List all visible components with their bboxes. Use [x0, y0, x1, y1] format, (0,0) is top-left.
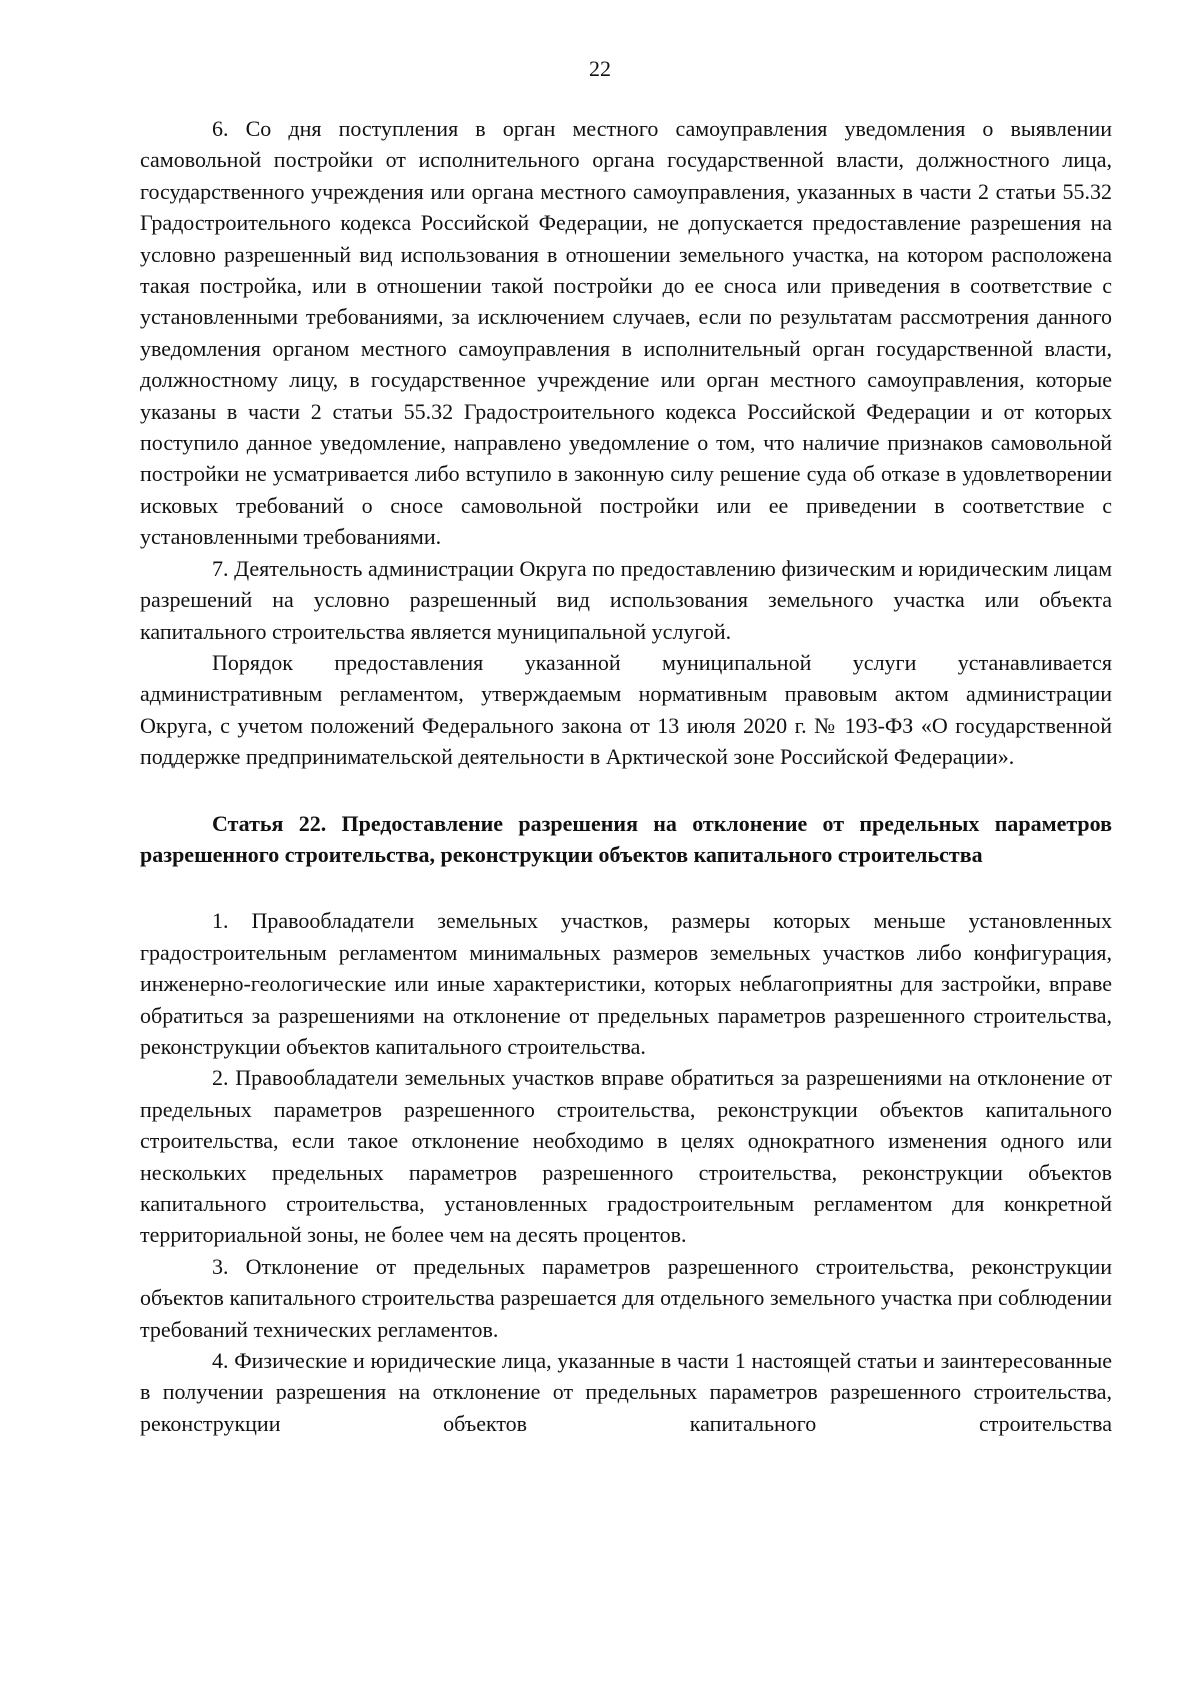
- page-number: 22: [589, 56, 611, 81]
- paragraph-article-2: 2. Правообладатели земельных участков вправе обратиться за разрешениями на отклонение от предельных параметров разрешенного строительства, реконструкции объектов капитального строительства, если такое отклонение необходимо в целях однократного изменения одного или нескольких предельных параметров разрешенного строительства, реконструкции объектов капитального строительства, установленных градостроительным регламентом для конкретной территориальной зоны, не более чем на десять процентов.: [140, 1065, 1112, 1248]
- paragraph-7: 7. Деятельность администрации Округа по предоставлению физическим и юридическим лицам разрешений на условно разрешенный вид использования земельного участка или объекта капитального строительства является муниципальной услугой.: [140, 555, 1112, 644]
- document-body: [140, 113, 1112, 1439]
- paragraph-procedure: Порядок предоставления указанной муниципальной услуги устанавливается административным регламентом, утверждаемым нормативным правовым актом администрации Округа, с учетом положений Федерального закона от 13 июля 2020 г. № 193-ФЗ «О государственной поддержке предпринимательской деятельности в Арктической зоне Российской Федерации».: [140, 649, 1112, 770]
- paragraph-article-3: 3. Отклонение от предельных параметров разрешенного строительства, реконструкции объектов капитального строительства разрешается для отдельного земельного участка при соблюдении требований технических регламентов.: [140, 1253, 1112, 1342]
- article-heading: Статья 22. Предоставление разрешения на отклонение от предельных параметров разрешенного строительства, реконструкции объектов капитального строительства: [140, 810, 1112, 867]
- paragraph-article-1: 1. Правообладатели земельных участков, размеры которых меньше установленных градостроительным регламентом минимальных размеров земельных участков либо конфигурация, инженерно-геологические или иные характеристики, которых неблагоприятны для застройки, вправе обратиться за разрешениями на отклонение от предельных параметров разрешенного строительства, реконструкции объектов капитального строительства.: [140, 908, 1112, 1059]
- paragraph-6: 6. Со дня поступления в орган местного самоуправления уведомления о выявлении самовольной постройки от исполнительного органа государственной власти, должностного лица, государственного учреждения или органа местного самоуправления, указанных в части 2 статьи 55.32 Градостроительного кодекса Российской Федерации, не допускается предоставление разрешения на условно разрешенный вид использования в отношении земельного участка, на котором расположена такая постройка, или в отношении такой постройки до ее сноса или приведения в соответствие с установленными требованиями, за исключением случаев, если по результатам рассмотрения данного уведомления органом местного самоуправления в исполнительный орган государственной власти, должностному лицу, в государственное учреждение или орган местного самоуправления, которые указаны в части 2 статьи 55.32 Градостроительного кодекса Российской Федерации и от которых поступило данное уведомление, направлено уведомление о том, что наличие признаков самовольной постройки не усматривается либо вступило в законную силу решение суда об отказе в удовлетворении исковых требований о сносе самовольной постройки или ее приведении в соответствие с установленными требованиями.: [140, 116, 1112, 550]
- paragraph-article-4: 4. Физические и юридические лица, указанные в части 1 настоящей статьи и заинтересованные в получении разрешения на отклонение от предельных параметров разрешенного строительства, реконструкции объектов капитального строительства: [140, 1348, 1112, 1436]
